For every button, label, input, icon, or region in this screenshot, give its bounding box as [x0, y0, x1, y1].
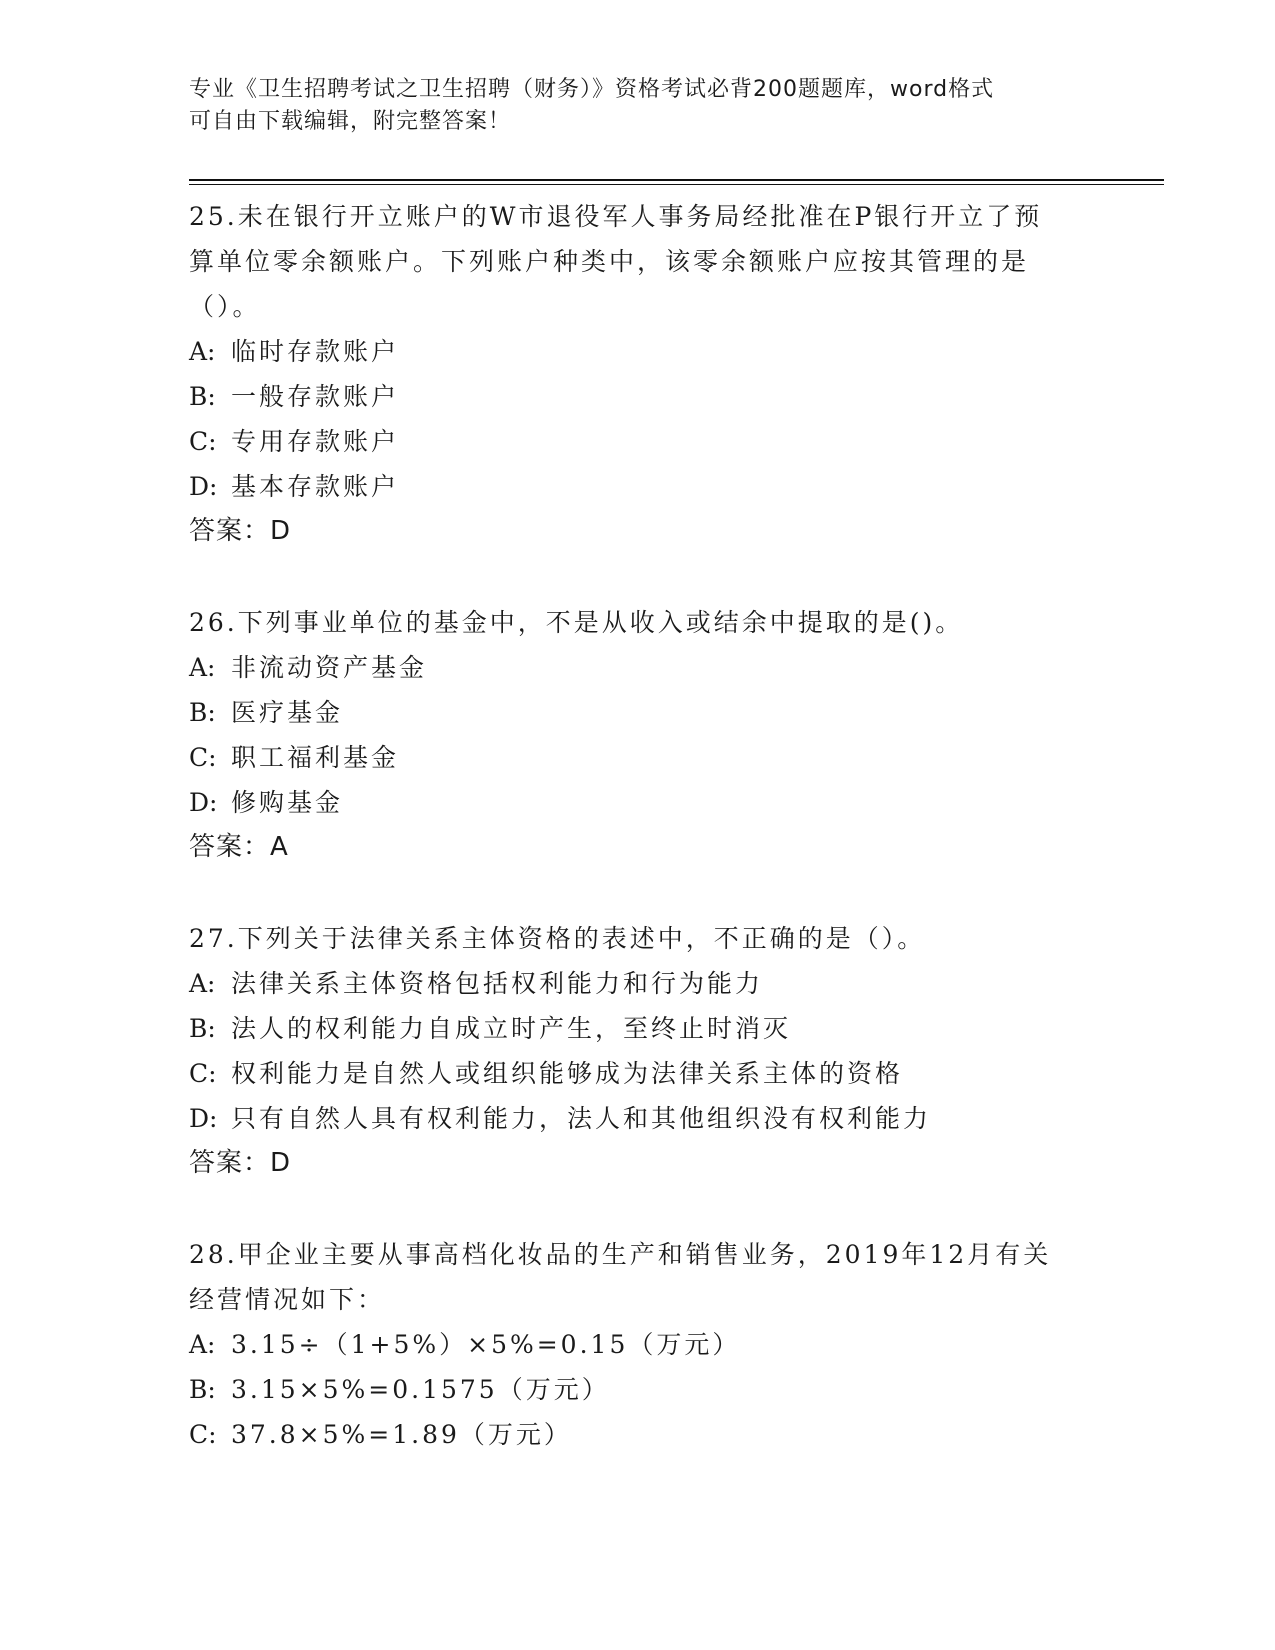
question-block — [189, 600, 1089, 870]
option-text: 只有自然人具有权利能力，法人和其他组织没有权利能力 — [231, 1104, 932, 1133]
answer-line: 答案：A — [189, 832, 289, 862]
option-text: 3.15÷（1+5%）×5%=0.15（万元） — [231, 1330, 741, 1359]
question-text-line: 28.甲企业主要从事高档化妆品的生产和销售业务，2019年12月有关 — [189, 1240, 1052, 1269]
answer-option — [189, 1367, 1089, 1412]
answer-option — [189, 374, 1089, 419]
option-key: D: — [189, 1104, 218, 1133]
option-key: B: — [189, 1375, 216, 1404]
option-text: 基本存款账户 — [231, 472, 400, 501]
option-text: 医疗基金 — [231, 698, 344, 727]
option-key: C: — [189, 743, 217, 772]
option-text: 临时存款账户 — [231, 337, 400, 366]
answer-option — [189, 1322, 1089, 1367]
answer-option — [189, 780, 1089, 825]
option-text: 一般存款账户 — [231, 382, 400, 411]
option-text: 法律关系主体资格包括权利能力和行为能力 — [231, 969, 764, 998]
option-key: A: — [189, 969, 216, 998]
question-text-line: 26.下列事业单位的基金中，不是从收入或结余中提取的是()。 — [189, 608, 964, 637]
answer-option — [189, 329, 1089, 374]
option-key: D: — [189, 788, 218, 817]
question-text-line: 经营情况如下： — [189, 1285, 386, 1314]
answer-option — [189, 735, 1089, 780]
answer-option — [189, 961, 1089, 1006]
answer-option — [189, 690, 1089, 735]
option-text: 37.8×5%=1.89（万元） — [231, 1420, 572, 1449]
answer-option — [189, 1412, 1089, 1457]
option-key: B: — [189, 698, 216, 727]
header-divider-thin — [189, 184, 1164, 185]
answer-option — [189, 1051, 1089, 1096]
answer-option — [189, 464, 1089, 509]
answer-option — [189, 645, 1089, 690]
question-text — [189, 1232, 1089, 1322]
question-text — [189, 916, 1089, 961]
option-key: B: — [189, 382, 216, 411]
option-key: C: — [189, 1059, 217, 1088]
option-text: 3.15×5%=0.1575（万元） — [231, 1375, 610, 1404]
option-key: C: — [189, 1420, 217, 1449]
option-key: A: — [189, 1330, 216, 1359]
question-text-line: 算单位零余额账户。下列账户种类中，该零余额账户应按其管理的是 — [189, 247, 1030, 276]
option-key: C: — [189, 427, 217, 456]
question-block — [189, 1232, 1089, 1457]
option-text: 非流动资产基金 — [231, 653, 428, 682]
question-text-line: 27.下列关于法律关系主体资格的表述中，不正确的是（）。 — [189, 924, 926, 953]
document-header — [189, 74, 1089, 138]
question-text — [189, 600, 1089, 645]
header-divider-thick — [189, 179, 1164, 181]
question-block — [189, 194, 1089, 554]
answer-option — [189, 419, 1089, 464]
option-key: D: — [189, 472, 218, 501]
option-text: 法人的权利能力自成立时产生，至终止时消灭 — [231, 1014, 792, 1043]
header-line-2: 可自由下载编辑，附完整答案！ — [189, 109, 512, 134]
option-text: 权利能力是自然人或组织能够成为法律关系主体的资格 — [231, 1059, 904, 1088]
answer-option — [189, 1096, 1089, 1141]
option-key: B: — [189, 1014, 216, 1043]
option-key: A: — [189, 653, 216, 682]
answer-line: 答案：D — [189, 516, 292, 546]
answer-option — [189, 1006, 1089, 1051]
question-text — [189, 194, 1089, 329]
option-key: A: — [189, 337, 216, 366]
question-text-line: （）。 — [189, 292, 261, 321]
answer-line: 答案：D — [189, 1148, 292, 1178]
option-text: 修购基金 — [231, 788, 344, 817]
question-text-line: 25.未在银行开立账户的W市退役军人事务局经批准在P银行开立了预 — [189, 202, 1043, 231]
header-line-1: 专业《卫生招聘考试之卫生招聘（财务）》资格考试必背200题题库，word格式 — [189, 77, 995, 102]
question-block — [189, 916, 1089, 1186]
option-text: 职工福利基金 — [231, 743, 400, 772]
option-text: 专用存款账户 — [231, 427, 400, 456]
question-list — [189, 194, 1089, 1503]
